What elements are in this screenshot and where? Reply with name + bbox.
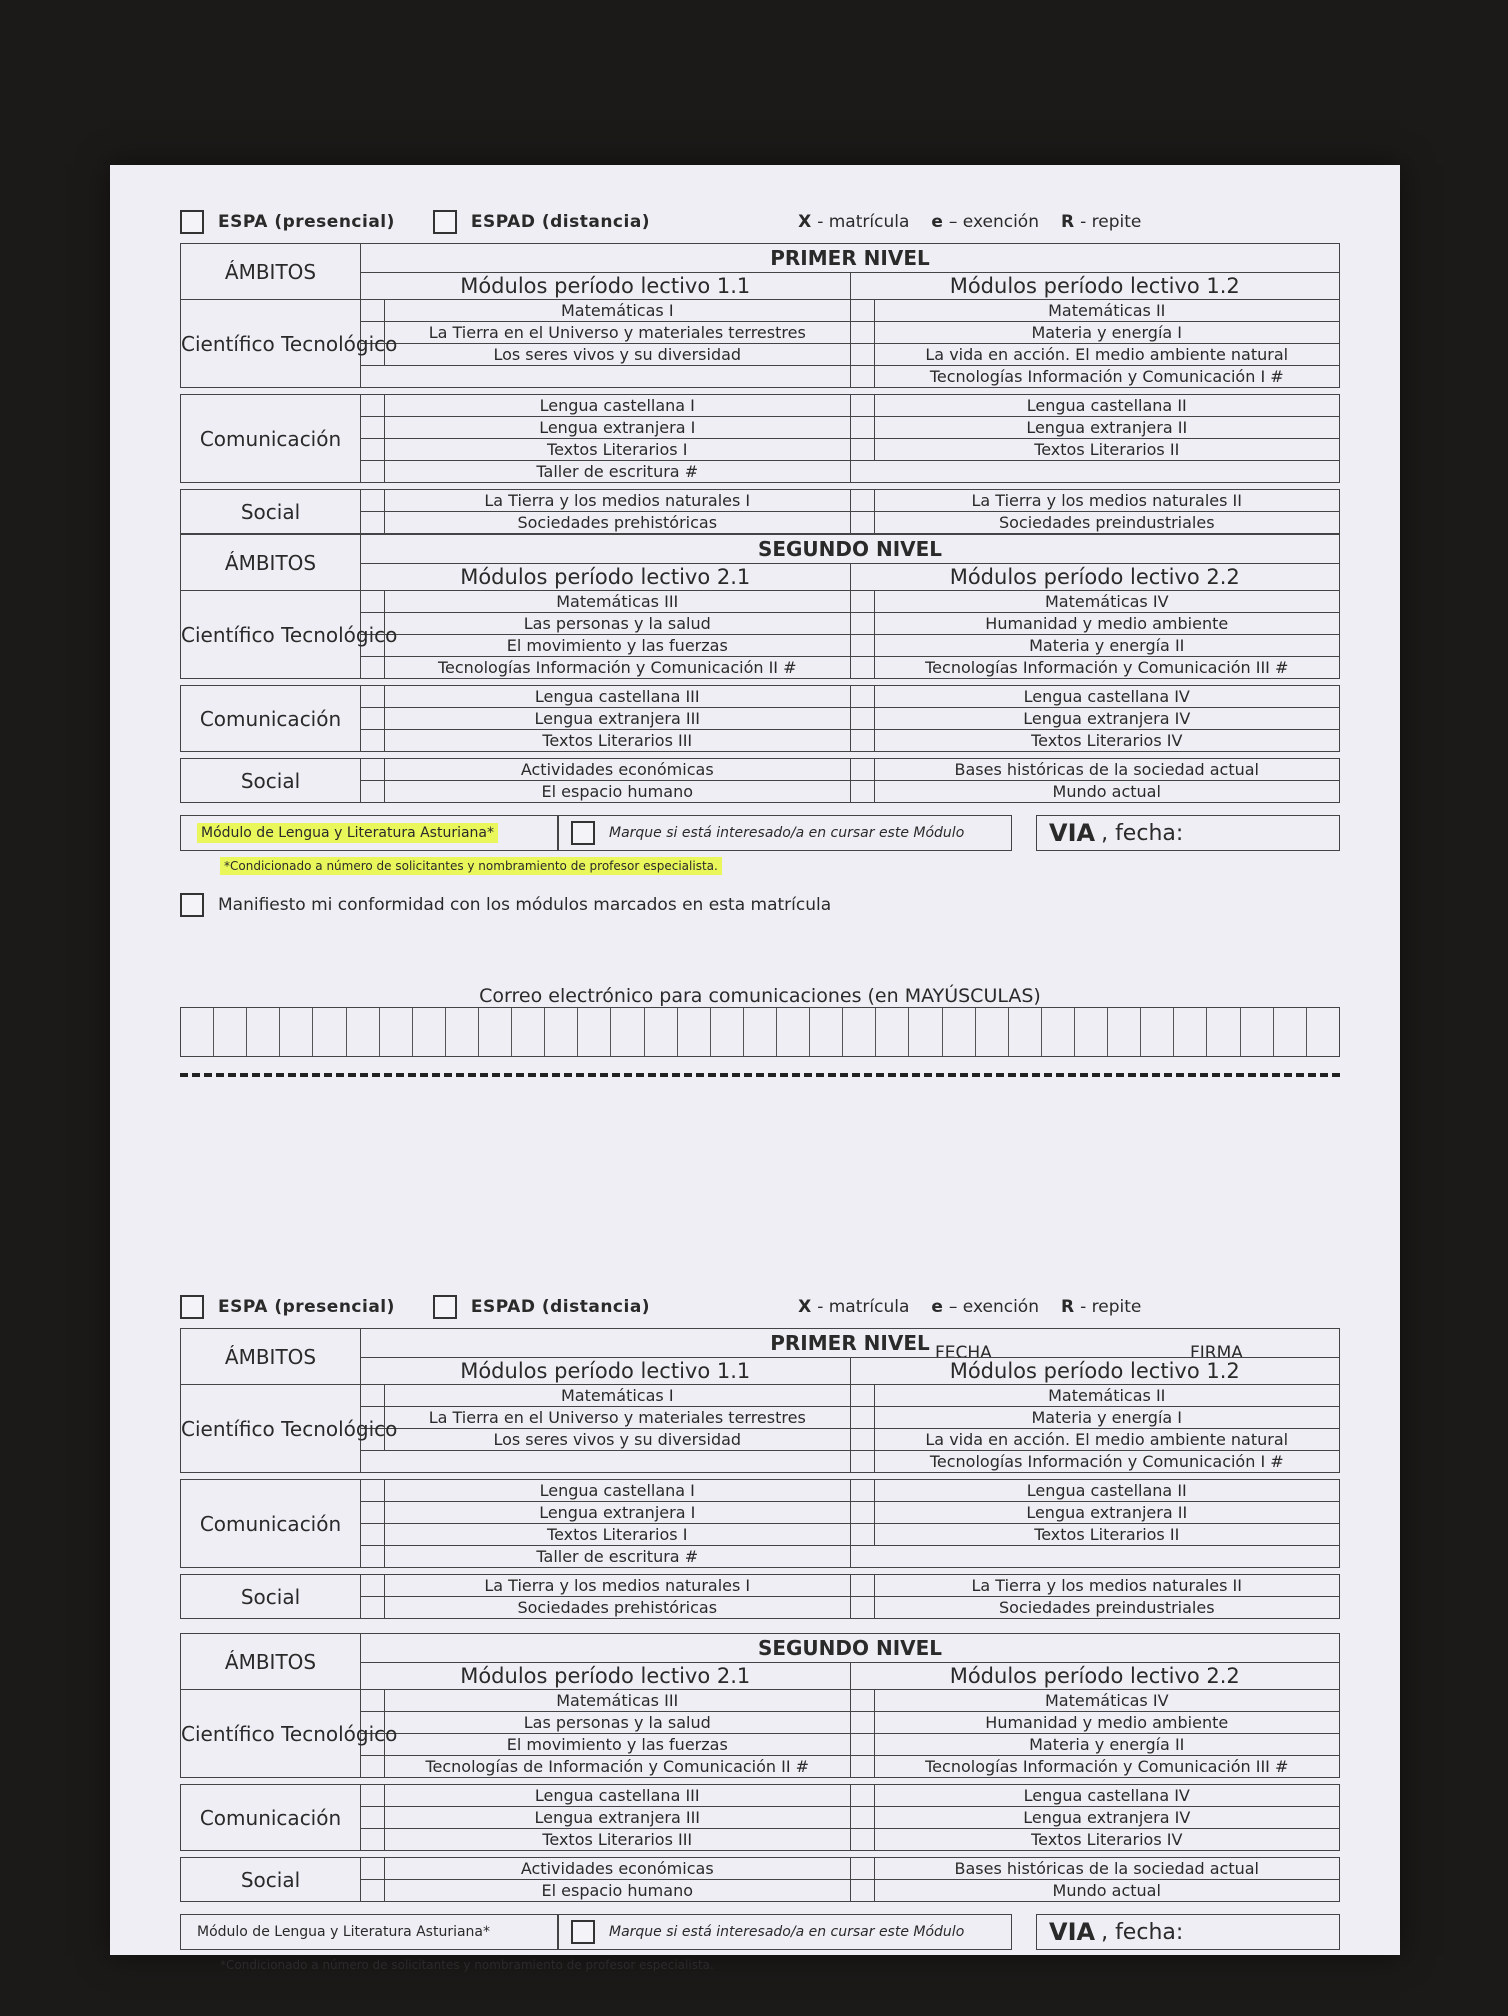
module-cell: Textos Literarios III <box>385 730 851 752</box>
empty-cell <box>361 1451 851 1473</box>
mark-box[interactable] <box>850 512 874 534</box>
module-cell: Textos Literarios IV <box>874 1829 1340 1851</box>
module-cell: Matemáticas I <box>385 300 851 322</box>
fecha-label: , fecha: <box>1101 1919 1184 1945</box>
mark-box[interactable] <box>361 439 385 461</box>
module-cell: Materia y energía I <box>874 322 1340 344</box>
level-title: PRIMER NIVEL <box>361 244 1340 273</box>
mark-box[interactable] <box>361 417 385 439</box>
module-cell: Matemáticas III <box>385 591 851 613</box>
espad-checkbox[interactable] <box>433 1295 457 1319</box>
period-header: Módulos período lectivo 1.2 <box>850 273 1340 300</box>
email-input-grid[interactable] <box>180 1007 1340 1057</box>
modality-line <box>180 205 1340 239</box>
empty-cell <box>850 1546 1340 1568</box>
module-cell: Matemáticas II <box>874 300 1340 322</box>
mark-box[interactable] <box>361 1597 385 1619</box>
form-copy-top <box>180 205 1340 1363</box>
module-cell: Lengua extranjera IV <box>874 1807 1340 1829</box>
module-cell: El espacio humano <box>385 1880 851 1902</box>
cut-line <box>180 1073 1340 1077</box>
mark-box[interactable] <box>361 591 385 613</box>
mark-box[interactable] <box>850 1807 874 1829</box>
mark-box[interactable] <box>850 1480 874 1502</box>
espa-checkbox[interactable] <box>180 210 204 234</box>
module-cell: Sociedades prehistóricas <box>385 1597 851 1619</box>
module-cell: Humanidad y medio ambiente <box>874 1712 1340 1734</box>
mark-box[interactable] <box>361 512 385 534</box>
module-cell: Bases históricas de la sociedad actual <box>874 759 1340 781</box>
primer-nivel-table <box>180 1328 1340 1619</box>
espad-label: ESPAD (distancia) <box>470 212 651 232</box>
asturiana-check-label: Marque si está interesado/a en cursar este Módulo <box>609 825 965 841</box>
empty-cell <box>361 366 851 388</box>
module-cell: Actividades económicas <box>385 1858 851 1880</box>
module-cell: El movimiento y las fuerzas <box>385 635 851 657</box>
mark-box[interactable] <box>850 1756 874 1778</box>
module-cell: Tecnologías Información y Comunicación III # <box>874 657 1340 679</box>
mark-box[interactable] <box>850 635 874 657</box>
mark-box[interactable] <box>850 1712 874 1734</box>
module-cell: El espacio humano <box>385 781 851 803</box>
segundo-nivel-table <box>180 534 1340 803</box>
mark-box[interactable] <box>850 366 874 388</box>
module-cell: Lengua extranjera II <box>874 417 1340 439</box>
module-cell: Tecnologías Información y Comunicación II # <box>385 657 851 679</box>
asturiana-note: *Condicionado a número de solicitantes y nombramiento de profesor especialista. <box>220 859 1340 873</box>
mark-box[interactable] <box>361 708 385 730</box>
mark-box[interactable] <box>850 613 874 635</box>
module-cell: Matemáticas I <box>385 1385 851 1407</box>
mark-box[interactable] <box>850 1385 874 1407</box>
mark-box[interactable] <box>850 759 874 781</box>
via-fecha-box[interactable] <box>1036 815 1340 851</box>
email-label: Correo electrónico para comunicaciones (en MAYÚSCULAS) <box>479 985 1041 1007</box>
mark-box[interactable] <box>850 1575 874 1597</box>
module-cell: Textos Literarios II <box>874 1524 1340 1546</box>
module-cell: Tecnologías Información y Comunicación I # <box>874 366 1340 388</box>
fecha-label: , fecha: <box>1101 820 1184 846</box>
ambito-label: Social <box>181 759 361 803</box>
module-cell: Lengua extranjera IV <box>874 708 1340 730</box>
module-cell: Actividades económicas <box>385 759 851 781</box>
mark-box[interactable] <box>361 730 385 752</box>
firma-field-label: FIRMA <box>1190 1343 1243 1363</box>
module-cell: La Tierra y los medios naturales II <box>874 490 1340 512</box>
mark-box[interactable] <box>850 490 874 512</box>
module-cell: Lengua extranjera III <box>385 1807 851 1829</box>
mark-box[interactable] <box>361 1575 385 1597</box>
mark-box[interactable] <box>361 1690 385 1712</box>
mark-box[interactable] <box>850 1690 874 1712</box>
module-cell: Lengua castellana III <box>385 686 851 708</box>
period-header: Módulos período lectivo 2.2 <box>850 1663 1340 1690</box>
module-cell: Tecnologías de Información y Comunicación II # <box>385 1756 851 1778</box>
mark-box[interactable] <box>850 1734 874 1756</box>
level-title: SEGUNDO NIVEL <box>361 535 1340 564</box>
ambitos-header: ÁMBITOS <box>181 244 361 300</box>
mark-box[interactable] <box>850 708 874 730</box>
asturiana-label: Módulo de Lengua y Literatura Asturiana* <box>197 1924 491 1940</box>
module-cell: La Tierra y los medios naturales II <box>874 1575 1340 1597</box>
mark-box[interactable] <box>850 730 874 752</box>
via-label: VIA <box>1049 1918 1096 1946</box>
ambito-label: Comunicación <box>181 686 361 752</box>
ambitos-header: ÁMBITOS <box>181 1634 361 1690</box>
mark-box[interactable] <box>850 1524 874 1546</box>
ambitos-header: ÁMBITOS <box>181 1329 361 1385</box>
mark-box[interactable] <box>850 1880 874 1902</box>
module-cell: Bases históricas de la sociedad actual <box>874 1858 1340 1880</box>
mark-box[interactable] <box>361 1858 385 1880</box>
enrollment-form-paper <box>110 165 1400 1972</box>
asturiana-checkbox[interactable] <box>571 1920 595 1944</box>
mark-box[interactable] <box>850 591 874 613</box>
module-cell: Lengua extranjera I <box>385 417 851 439</box>
mark-box[interactable] <box>850 1829 874 1851</box>
module-cell: La Tierra y los medios naturales I <box>385 1575 851 1597</box>
via-label: VIA <box>1049 819 1096 847</box>
mark-box[interactable] <box>361 1785 385 1807</box>
modality-line <box>180 1290 1340 1324</box>
espa-label: ESPA (presencial) <box>218 1297 395 1317</box>
module-cell: Lengua castellana II <box>874 1480 1340 1502</box>
module-cell: Matemáticas IV <box>874 1690 1340 1712</box>
mark-box[interactable] <box>850 1429 874 1451</box>
module-cell: Lengua castellana II <box>874 395 1340 417</box>
mark-box[interactable] <box>361 1807 385 1829</box>
module-cell: La vida en acción. El medio ambiente natural <box>874 1429 1340 1451</box>
module-cell: Las personas y la salud <box>385 1712 851 1734</box>
module-cell: Textos Literarios II <box>874 439 1340 461</box>
module-cell: Mundo actual <box>874 1880 1340 1902</box>
module-cell: Sociedades prehistóricas <box>385 512 851 534</box>
empty-cell <box>850 461 1340 483</box>
module-cell: Lengua extranjera II <box>874 1502 1340 1524</box>
form-copy-bottom <box>180 1290 1340 1972</box>
asturiana-note: *Condicionado a número de solicitantes y nombramiento de profesor especialista. <box>220 1958 714 1972</box>
period-header: Módulos período lectivo 1.1 <box>361 273 851 300</box>
mark-box[interactable] <box>850 781 874 803</box>
mark-box[interactable] <box>850 344 874 366</box>
module-cell: Lengua castellana I <box>385 395 851 417</box>
fecha-field-label: FECHA <box>935 1343 992 1363</box>
asturiana-row <box>180 815 1340 851</box>
module-cell: Los seres vivos y su diversidad <box>385 344 851 366</box>
module-cell: Lengua castellana I <box>385 1480 851 1502</box>
conformidad-row <box>180 893 1340 917</box>
mark-box[interactable] <box>361 781 385 803</box>
module-cell: El movimiento y las fuerzas <box>385 1734 851 1756</box>
mark-box[interactable] <box>361 1524 385 1546</box>
module-cell: Mundo actual <box>874 781 1340 803</box>
mark-box[interactable] <box>850 1407 874 1429</box>
mark-box[interactable] <box>850 1451 874 1473</box>
module-cell: Textos Literarios IV <box>874 730 1340 752</box>
module-cell: Lengua castellana IV <box>874 1785 1340 1807</box>
mark-box[interactable] <box>850 1858 874 1880</box>
level-title: PRIMER NIVEL <box>361 1329 1340 1358</box>
conformidad-checkbox[interactable] <box>180 893 204 917</box>
mark-box[interactable] <box>850 1597 874 1619</box>
module-cell: Textos Literarios I <box>385 439 851 461</box>
mark-box[interactable] <box>361 1480 385 1502</box>
module-cell: Los seres vivos y su diversidad <box>385 1429 851 1451</box>
module-cell: Lengua extranjera III <box>385 708 851 730</box>
ambito-label: Científico Tecnológico <box>181 300 361 388</box>
ambito-label: Científico Tecnológico <box>181 591 361 679</box>
mark-box[interactable] <box>850 439 874 461</box>
module-cell: Matemáticas IV <box>874 591 1340 613</box>
period-header: Módulos período lectivo 1.2 <box>850 1358 1340 1385</box>
ambitos-header: ÁMBITOS <box>181 535 361 591</box>
mark-box[interactable] <box>850 1785 874 1807</box>
module-cell: Materia y energía II <box>874 1734 1340 1756</box>
module-cell: Textos Literarios III <box>385 1829 851 1851</box>
asturiana-checkbox[interactable] <box>571 821 595 845</box>
ambito-label: Científico Tecnológico <box>181 1385 361 1473</box>
module-cell: Lengua extranjera I <box>385 1502 851 1524</box>
mark-keys: X - matrícula e – exención R - repite <box>798 212 1142 232</box>
espad-label: ESPAD (distancia) <box>470 1297 651 1317</box>
mark-box[interactable] <box>850 686 874 708</box>
asturiana-check-label: Marque si está interesado/a en cursar este Módulo <box>609 1924 965 1940</box>
mark-box[interactable] <box>850 417 874 439</box>
asturiana-row <box>180 1914 1340 1950</box>
mark-box[interactable] <box>361 300 385 322</box>
module-cell: La Tierra en el Universo y materiales terrestres <box>385 1407 851 1429</box>
module-cell: La Tierra y los medios naturales I <box>385 490 851 512</box>
segundo-nivel-table <box>180 1633 1340 1902</box>
ambito-label: Comunicación <box>181 395 361 483</box>
module-cell: Matemáticas II <box>874 1385 1340 1407</box>
ambito-label: Social <box>181 490 361 534</box>
ambito-label: Social <box>181 1575 361 1619</box>
module-cell: Tecnologías Información y Comunicación III # <box>874 1756 1340 1778</box>
period-header: Módulos período lectivo 2.2 <box>850 564 1340 591</box>
module-cell: La vida en acción. El medio ambiente natural <box>874 344 1340 366</box>
module-cell: Taller de escritura # <box>385 461 851 483</box>
module-cell: Lengua castellana III <box>385 1785 851 1807</box>
ambito-label: Científico Tecnológico <box>181 1690 361 1778</box>
module-cell: Sociedades preindustriales <box>874 512 1340 534</box>
module-cell: Humanidad y medio ambiente <box>874 613 1340 635</box>
module-cell: La Tierra en el Universo y materiales terrestres <box>385 322 851 344</box>
module-cell: Materia y energía I <box>874 1407 1340 1429</box>
mark-box[interactable] <box>850 1502 874 1524</box>
mark-box[interactable] <box>361 1880 385 1902</box>
mark-box[interactable] <box>361 759 385 781</box>
mark-box[interactable] <box>361 1385 385 1407</box>
module-cell: Textos Literarios I <box>385 1524 851 1546</box>
mark-box[interactable] <box>361 461 385 483</box>
mark-box[interactable] <box>361 1546 385 1568</box>
ambito-label: Comunicación <box>181 1785 361 1851</box>
mark-box[interactable] <box>361 490 385 512</box>
conformidad-label: Manifiesto mi conformidad con los módulos marcados en esta matrícula <box>218 895 832 915</box>
mark-box[interactable] <box>850 322 874 344</box>
mark-box[interactable] <box>361 1502 385 1524</box>
period-header: Módulos período lectivo 2.1 <box>361 1663 851 1690</box>
ambito-label: Social <box>181 1858 361 1902</box>
espa-label: ESPA (presencial) <box>218 212 395 232</box>
espa-checkbox[interactable] <box>180 1295 204 1319</box>
via-fecha-box[interactable] <box>1036 1914 1340 1950</box>
module-cell: Matemáticas III <box>385 1690 851 1712</box>
ambito-label: Comunicación <box>181 1480 361 1568</box>
mark-box[interactable] <box>850 657 874 679</box>
mark-box[interactable] <box>361 657 385 679</box>
module-cell: Taller de escritura # <box>385 1546 851 1568</box>
module-cell: Las personas y la salud <box>385 613 851 635</box>
mark-box[interactable] <box>850 395 874 417</box>
primer-nivel-table <box>180 243 1340 534</box>
period-header: Módulos período lectivo 2.1 <box>361 564 851 591</box>
mark-box[interactable] <box>850 300 874 322</box>
module-cell: Lengua castellana IV <box>874 686 1340 708</box>
mark-box[interactable] <box>361 686 385 708</box>
mark-box[interactable] <box>361 1756 385 1778</box>
mark-box[interactable] <box>361 1829 385 1851</box>
mark-box[interactable] <box>361 395 385 417</box>
module-cell: Sociedades preindustriales <box>874 1597 1340 1619</box>
module-cell: Materia y energía II <box>874 635 1340 657</box>
module-cell: Tecnologías Información y Comunicación I # <box>874 1451 1340 1473</box>
mark-keys: X - matrícula e – exención R - repite <box>798 1297 1142 1317</box>
level-title: SEGUNDO NIVEL <box>361 1634 1340 1663</box>
asturiana-label: Módulo de Lengua y Literatura Asturiana* <box>197 823 498 843</box>
espad-checkbox[interactable] <box>433 210 457 234</box>
period-header: Módulos período lectivo 1.1 <box>361 1358 851 1385</box>
